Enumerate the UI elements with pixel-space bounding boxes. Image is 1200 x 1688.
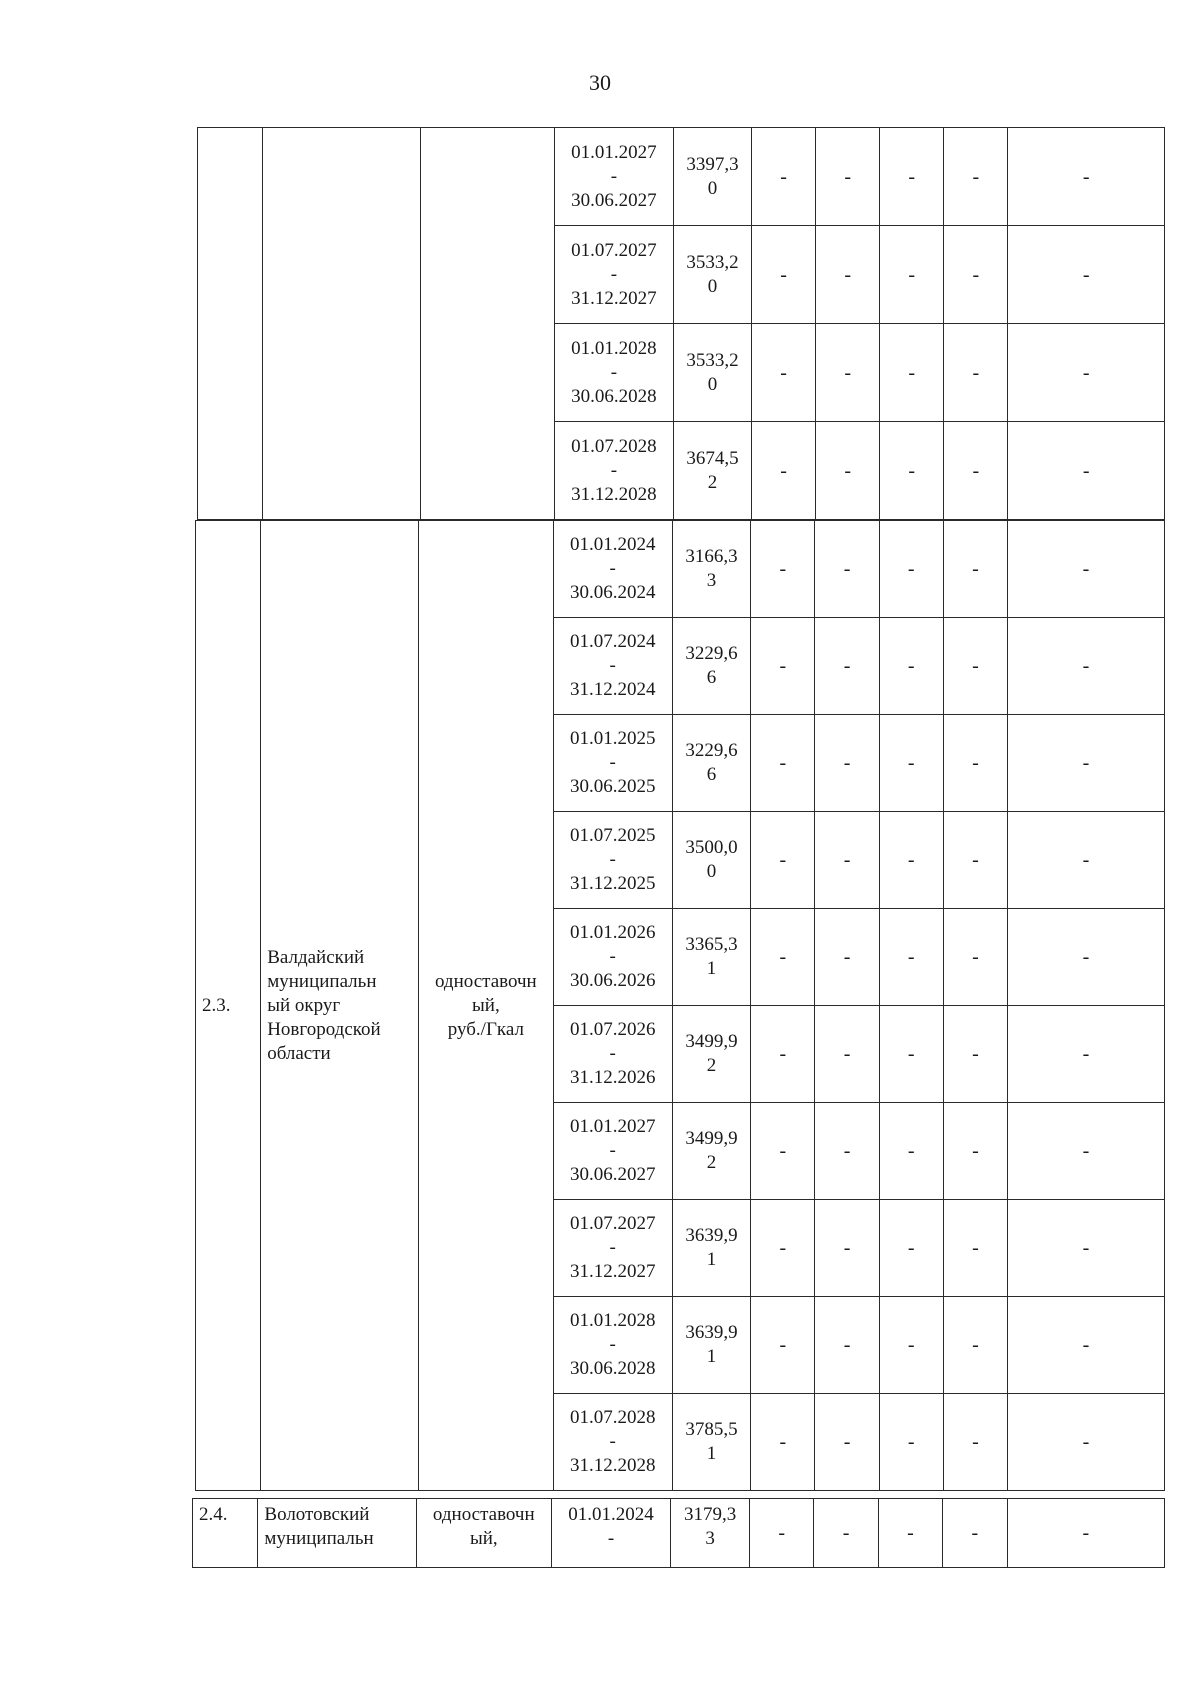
- empty-value-cell: -: [944, 226, 1008, 324]
- empty-value-cell: -: [1007, 1499, 1164, 1568]
- period-line: -: [609, 655, 616, 676]
- empty-value-cell: -: [879, 812, 943, 909]
- period-line: -: [609, 1334, 616, 1355]
- type-line: ый,: [472, 994, 500, 1016]
- empty-value-cell: -: [879, 1200, 943, 1297]
- period-cell: [554, 226, 673, 324]
- municipality-name-cell: [261, 521, 419, 1491]
- tariff-value-cell: [672, 1103, 750, 1200]
- period-cell: [553, 521, 672, 618]
- value-line: 3229,6: [685, 740, 738, 761]
- empty-value-cell: -: [816, 226, 880, 324]
- name-line: области: [267, 1042, 331, 1064]
- period-line: -: [609, 1237, 616, 1258]
- empty-value-cell: -: [943, 1006, 1007, 1103]
- period-line: 30.06.2025: [569, 776, 656, 797]
- empty-value-cell: -: [943, 521, 1007, 618]
- empty-value-cell: -: [816, 324, 880, 422]
- period-line: -: [609, 1140, 616, 1161]
- empty-value-cell: -: [879, 715, 943, 812]
- value-line: 0: [707, 177, 718, 199]
- name-line: муниципальн: [264, 1528, 374, 1549]
- value-line: 3: [706, 570, 717, 591]
- period-line: 01.07.2027: [569, 1213, 656, 1234]
- period-cell: [553, 618, 672, 715]
- value-line: 2: [707, 471, 718, 493]
- value-line: 3365,3: [685, 934, 738, 955]
- period-line: 01.01.2026: [569, 922, 656, 943]
- empty-value-cell: -: [1008, 521, 1165, 618]
- value-line: 3674,5: [686, 447, 739, 469]
- tariff-table-section-2-3: [195, 520, 1165, 1491]
- name-line: Волотовский: [264, 1504, 370, 1525]
- period-line: 30.06.2027: [569, 1164, 656, 1185]
- tariff-value-cell: [672, 618, 750, 715]
- empty-value-cell: -: [751, 1394, 815, 1491]
- tariff-value-cell: [672, 1006, 750, 1103]
- empty-value-cell: -: [815, 1394, 879, 1491]
- value-line: 3499,9: [685, 1128, 738, 1149]
- type-line: одноставочн: [432, 1504, 535, 1525]
- empty-value-cell: -: [879, 1297, 943, 1394]
- tariff-table-section-2-4: [192, 1498, 1165, 1568]
- tariff-type-cell: [416, 1499, 551, 1568]
- period-line: 31.12.2027: [569, 1261, 656, 1282]
- empty-value-cell: -: [751, 521, 815, 618]
- period-line: 01.01.2024: [569, 534, 656, 555]
- name-line: Новгородской: [267, 1018, 381, 1040]
- type-line: ый,: [469, 1528, 498, 1549]
- tariff-value-cell: [673, 324, 751, 422]
- period-line: 30.06.2028: [569, 1358, 656, 1379]
- value-line: 3: [705, 1528, 715, 1549]
- empty-value-cell: -: [1008, 1297, 1165, 1394]
- page-number: 30: [589, 70, 611, 95]
- value-line: 3179,3: [684, 1504, 737, 1525]
- empty-value-cell: -: [1008, 422, 1165, 520]
- value-line: 1: [706, 1249, 717, 1270]
- table-row: [198, 128, 1165, 226]
- empty-value-cell: -: [752, 422, 816, 520]
- period-line: 01.01.2025: [569, 728, 656, 749]
- value-line: 1: [706, 1443, 717, 1464]
- empty-value-cell: -: [943, 618, 1007, 715]
- empty-value-cell: -: [943, 812, 1007, 909]
- row-number-cell: [198, 128, 263, 520]
- empty-value-cell: -: [815, 521, 879, 618]
- empty-value-cell: -: [815, 909, 879, 1006]
- empty-value-cell: -: [815, 812, 879, 909]
- value-line: 3229,6: [685, 643, 738, 664]
- empty-value-cell: -: [751, 618, 815, 715]
- empty-value-cell: -: [880, 128, 944, 226]
- period-cell: [553, 1006, 672, 1103]
- tariff-value-cell: [673, 128, 751, 226]
- period-line: -: [607, 1528, 615, 1549]
- type-line: одноставочн: [434, 970, 537, 992]
- empty-value-cell: -: [1008, 1103, 1165, 1200]
- value-line: 3166,3: [685, 546, 738, 567]
- empty-value-cell: -: [815, 1200, 879, 1297]
- period-line: 01.07.2028: [571, 435, 657, 457]
- value-line: 6: [706, 667, 717, 688]
- period-cell: [553, 812, 672, 909]
- municipality-name-cell: [258, 1499, 416, 1568]
- empty-value-cell: -: [879, 1103, 943, 1200]
- period-line: -: [609, 946, 616, 967]
- value-line: 2: [706, 1055, 717, 1076]
- value-line: 3639,9: [685, 1225, 738, 1246]
- period-cell: [553, 1200, 672, 1297]
- empty-value-cell: -: [751, 715, 815, 812]
- empty-value-cell: -: [1008, 226, 1165, 324]
- empty-value-cell: -: [943, 1103, 1007, 1200]
- empty-value-cell: -: [1008, 1394, 1165, 1491]
- period-line: -: [609, 558, 616, 579]
- empty-value-cell: -: [751, 1006, 815, 1103]
- empty-value-cell: -: [879, 618, 943, 715]
- period-line: 01.07.2026: [569, 1019, 656, 1040]
- empty-value-cell: -: [750, 1499, 814, 1568]
- empty-value-cell: -: [1008, 715, 1165, 812]
- empty-value-cell: -: [1008, 1200, 1165, 1297]
- period-cell: [553, 1394, 672, 1491]
- empty-value-cell: -: [880, 422, 944, 520]
- period-line: 30.06.2026: [569, 970, 656, 991]
- empty-value-cell: -: [879, 909, 943, 1006]
- empty-value-cell: -: [751, 909, 815, 1006]
- empty-value-cell: -: [1008, 618, 1165, 715]
- empty-value-cell: -: [816, 128, 880, 226]
- empty-value-cell: -: [878, 1499, 942, 1568]
- tariff-value-cell: [672, 812, 750, 909]
- period-line: 01.07.2024: [569, 631, 656, 652]
- tariff-value-cell: [671, 1499, 750, 1568]
- period-line: -: [609, 752, 616, 773]
- period-line: 01.07.2027: [571, 239, 657, 261]
- name-line: Валдайский: [267, 946, 365, 968]
- period-line: 01.07.2025: [569, 825, 656, 846]
- empty-value-cell: -: [751, 1297, 815, 1394]
- period-cell: [553, 909, 672, 1006]
- name-line: ый округ: [267, 994, 341, 1016]
- value-line: 3533,2: [686, 251, 739, 273]
- row-number-cell: 2.4.: [193, 1499, 258, 1568]
- tariff-value-cell: [673, 422, 751, 520]
- period-line: 01.01.2028: [571, 337, 657, 359]
- empty-value-cell: -: [943, 909, 1007, 1006]
- value-line: 1: [706, 958, 717, 979]
- tariff-value-cell: [673, 226, 751, 324]
- empty-value-cell: -: [1008, 1006, 1165, 1103]
- period-line: 31.12.2026: [569, 1067, 656, 1088]
- tariff-value-cell: [672, 1200, 750, 1297]
- period-line: 31.12.2028: [571, 483, 657, 505]
- table-row: [193, 1499, 1165, 1568]
- type-line: руб./Гкал: [447, 1018, 524, 1040]
- period-line: 31.12.2028: [569, 1455, 656, 1476]
- empty-value-cell: -: [751, 812, 815, 909]
- period-cell: [553, 1103, 672, 1200]
- empty-value-cell: -: [1008, 909, 1165, 1006]
- empty-value-cell: -: [815, 1103, 879, 1200]
- empty-value-cell: -: [751, 1103, 815, 1200]
- value-line: 3397,3: [686, 153, 739, 175]
- period-line: -: [609, 1431, 616, 1452]
- empty-value-cell: -: [943, 1499, 1007, 1568]
- tariff-value-cell: [672, 1297, 750, 1394]
- empty-value-cell: -: [752, 128, 816, 226]
- row-number-cell: 2.3.: [196, 521, 261, 1491]
- period-line: 30.06.2028: [571, 385, 657, 407]
- value-line: 1: [706, 1346, 717, 1367]
- period-line: -: [610, 263, 618, 285]
- empty-value-cell: -: [880, 226, 944, 324]
- empty-value-cell: -: [879, 1006, 943, 1103]
- period-cell: [554, 422, 673, 520]
- empty-value-cell: -: [944, 324, 1008, 422]
- empty-value-cell: -: [752, 226, 816, 324]
- tariff-type-cell: [419, 521, 553, 1491]
- table-row: [196, 521, 1165, 618]
- period-line: 01.01.2028: [569, 1310, 656, 1331]
- empty-value-cell: -: [879, 1394, 943, 1491]
- period-line: 30.06.2024: [569, 582, 656, 603]
- period-line: 31.12.2025: [569, 873, 656, 894]
- period-line: 31.12.2027: [571, 287, 657, 309]
- empty-value-cell: -: [943, 1200, 1007, 1297]
- period-cell: [554, 324, 673, 422]
- empty-value-cell: -: [944, 422, 1008, 520]
- empty-value-cell: -: [880, 324, 944, 422]
- empty-value-cell: -: [943, 715, 1007, 812]
- period-line: 30.06.2027: [571, 189, 657, 211]
- municipality-name-cell: [263, 128, 421, 520]
- empty-value-cell: -: [815, 715, 879, 812]
- tariff-type-cell: [420, 128, 554, 520]
- empty-value-cell: -: [815, 618, 879, 715]
- period-line: -: [610, 361, 618, 383]
- period-line: -: [609, 1043, 616, 1064]
- period-cell: [553, 1297, 672, 1394]
- empty-value-cell: -: [815, 1297, 879, 1394]
- period-line: 01.01.2027: [569, 1116, 656, 1137]
- period-cell: [554, 128, 673, 226]
- value-line: 3639,9: [685, 1322, 738, 1343]
- empty-value-cell: -: [943, 1394, 1007, 1491]
- value-line: 0: [706, 861, 717, 882]
- value-line: 3500,0: [685, 837, 738, 858]
- period-cell: [551, 1499, 671, 1568]
- empty-value-cell: -: [1008, 128, 1165, 226]
- period-line: -: [610, 165, 618, 187]
- period-cell: [553, 715, 672, 812]
- period-line: 01.01.2024: [568, 1504, 654, 1525]
- period-line: -: [609, 849, 616, 870]
- empty-value-cell: -: [944, 128, 1008, 226]
- tariff-table-continued: [197, 127, 1165, 520]
- empty-value-cell: -: [1008, 812, 1165, 909]
- period-line: 01.01.2027: [571, 141, 657, 163]
- value-line: 3499,9: [685, 1031, 738, 1052]
- empty-value-cell: -: [815, 1006, 879, 1103]
- empty-value-cell: -: [752, 324, 816, 422]
- empty-value-cell: -: [814, 1499, 878, 1568]
- value-line: 0: [707, 275, 718, 297]
- empty-value-cell: -: [879, 521, 943, 618]
- tariff-value-cell: [672, 1394, 750, 1491]
- value-line: 0: [707, 373, 718, 395]
- value-line: 2: [706, 1152, 717, 1173]
- empty-value-cell: -: [816, 422, 880, 520]
- period-line: -: [610, 459, 618, 481]
- value-line: 6: [706, 764, 717, 785]
- tariff-value-cell: [672, 909, 750, 1006]
- empty-value-cell: -: [1008, 324, 1165, 422]
- tariff-value-cell: [672, 715, 750, 812]
- tariff-value-cell: [672, 521, 750, 618]
- name-line: муниципальн: [267, 970, 377, 992]
- period-line: 31.12.2024: [569, 679, 656, 700]
- value-line: 3785,5: [685, 1419, 738, 1440]
- value-line: 3533,2: [686, 349, 739, 371]
- empty-value-cell: -: [751, 1200, 815, 1297]
- period-line: 01.07.2028: [569, 1407, 656, 1428]
- empty-value-cell: -: [943, 1297, 1007, 1394]
